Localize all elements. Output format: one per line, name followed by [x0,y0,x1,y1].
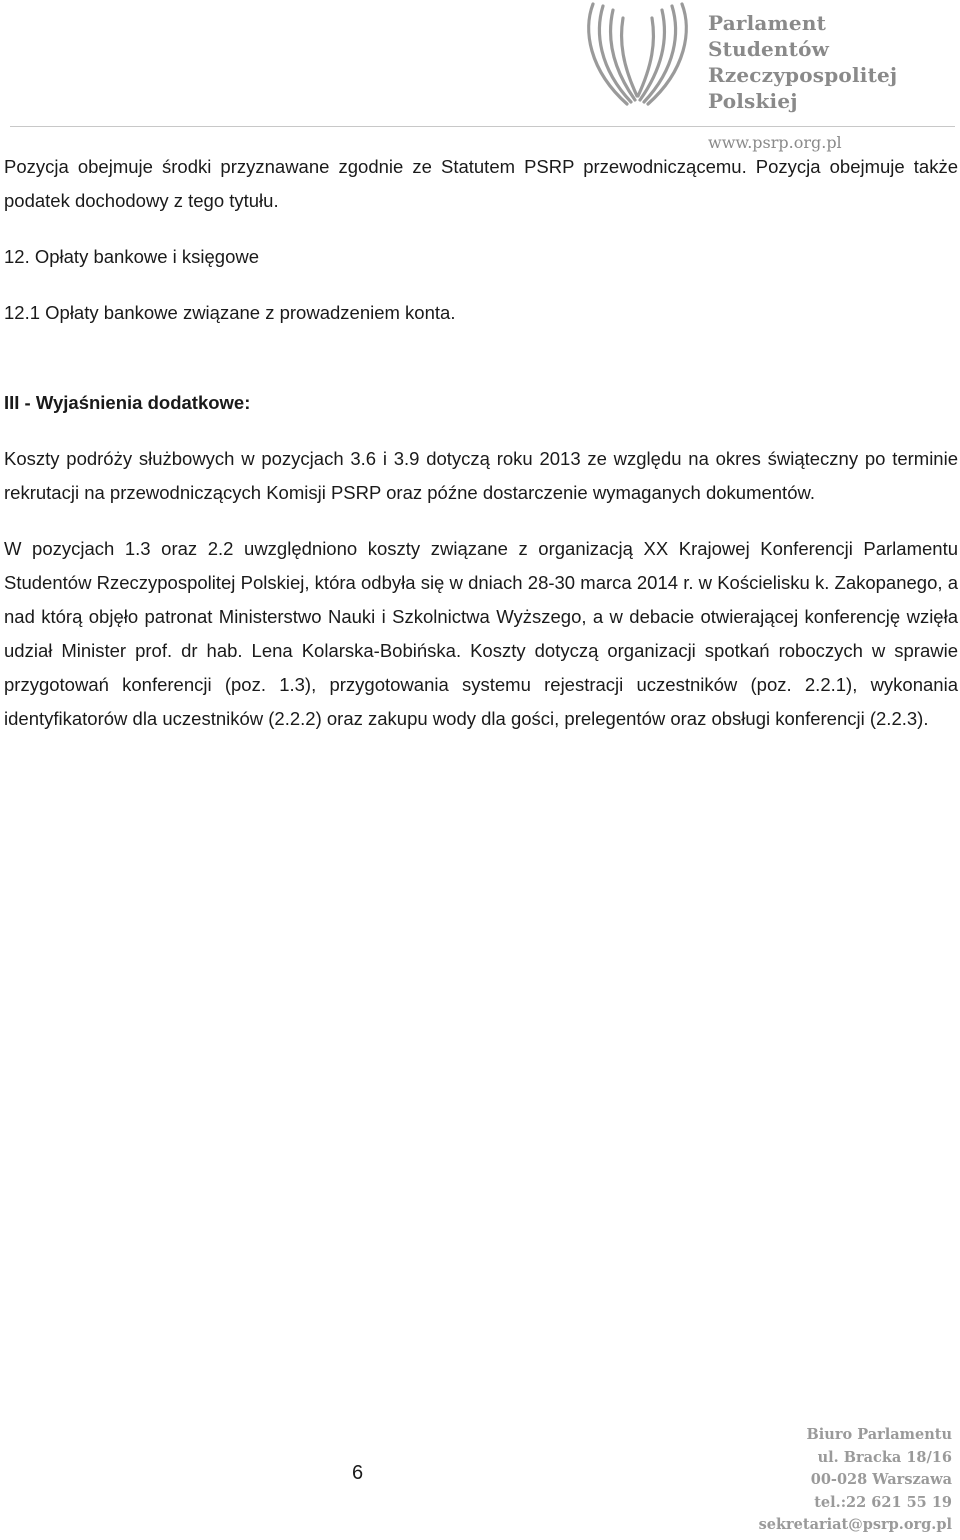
logo-title-line1: Parlament Studentów [708,11,830,61]
footer-phone: tel.:22 621 55 19 [814,1493,952,1511]
document-body [4,150,958,736]
logo-website: www.psrp.org.pl [708,133,842,152]
paragraph-position-description: Pozycja obejmuje środki przyznawane zgodnie ze Statutem PSRP przewodniczącemu. Pozycja obejmuje także podatek dochodowy z tego tytułu. [4,156,958,211]
footer-city: 00-028 Warszawa [810,1471,952,1488]
footer-email: sekretariat@psrp.org.pl [758,1516,952,1533]
footer-street: ul. Bracka 18/16 [817,1448,952,1466]
header-divider [10,126,955,127]
paragraph-travel-costs: Koszty podróży służbowych w pozycjach 3.6 i 3.9 dotyczą roku 2013 ze względu na okres świąteczny po terminie rekrutacji na przewodniczących Komisji PSRP oraz późne dostarczenie wymaganych dokumentów. [4,448,958,503]
page-number: 6 [352,1462,364,1484]
page-header [0,0,960,152]
footer-address-block [752,1424,952,1537]
paragraph-conference-costs: W pozycjach 1.3 oraz 2.2 uwzględniono koszty związane z organizacją XX Krajowej Konferencji Parlamentu Studentów Rzeczypospolitej Polskiej, która odbyła się w dniach 28-30 marca 2014 r. w Kościelisku k. Zakopanego, a nad którą objęło patronat Ministerstwo Nauki i Szkolnictwa Wyższego, a w debacie otwierającej konferencję wzięła udział Minister prof. dr hab. Lena Kolarska-Bobińska. Koszty dotyczą organizacji spotkań roboczych w sprawie przygotowań konferencji (poz. 1.3), przygotowania systemu rejestracji uczestników (poz. 2.2.1), wykonania identyfikatorów dla uczestników (2.2.2) oraz zakupu wody dla gości, prelegentów oraz obsługi konferencji (2.2.3). [4,538,958,729]
logo-wordmark [708,10,948,158]
footer-office-name: Biuro Parlamentu [806,1426,952,1443]
section-heading-additional-explanations: III - Wyjaśnienia dodatkowe: [4,392,251,413]
logo-title-line2: Rzeczypospolitej Polskiej [708,63,898,113]
section-heading-bank-fees: 12. Opłaty bankowe i księgowe [4,246,260,267]
subsection-bank-account-fees: 12.1 Opłaty bankowe związane z prowadzeniem konta. [4,302,456,323]
psrp-logo-icon [575,0,700,115]
